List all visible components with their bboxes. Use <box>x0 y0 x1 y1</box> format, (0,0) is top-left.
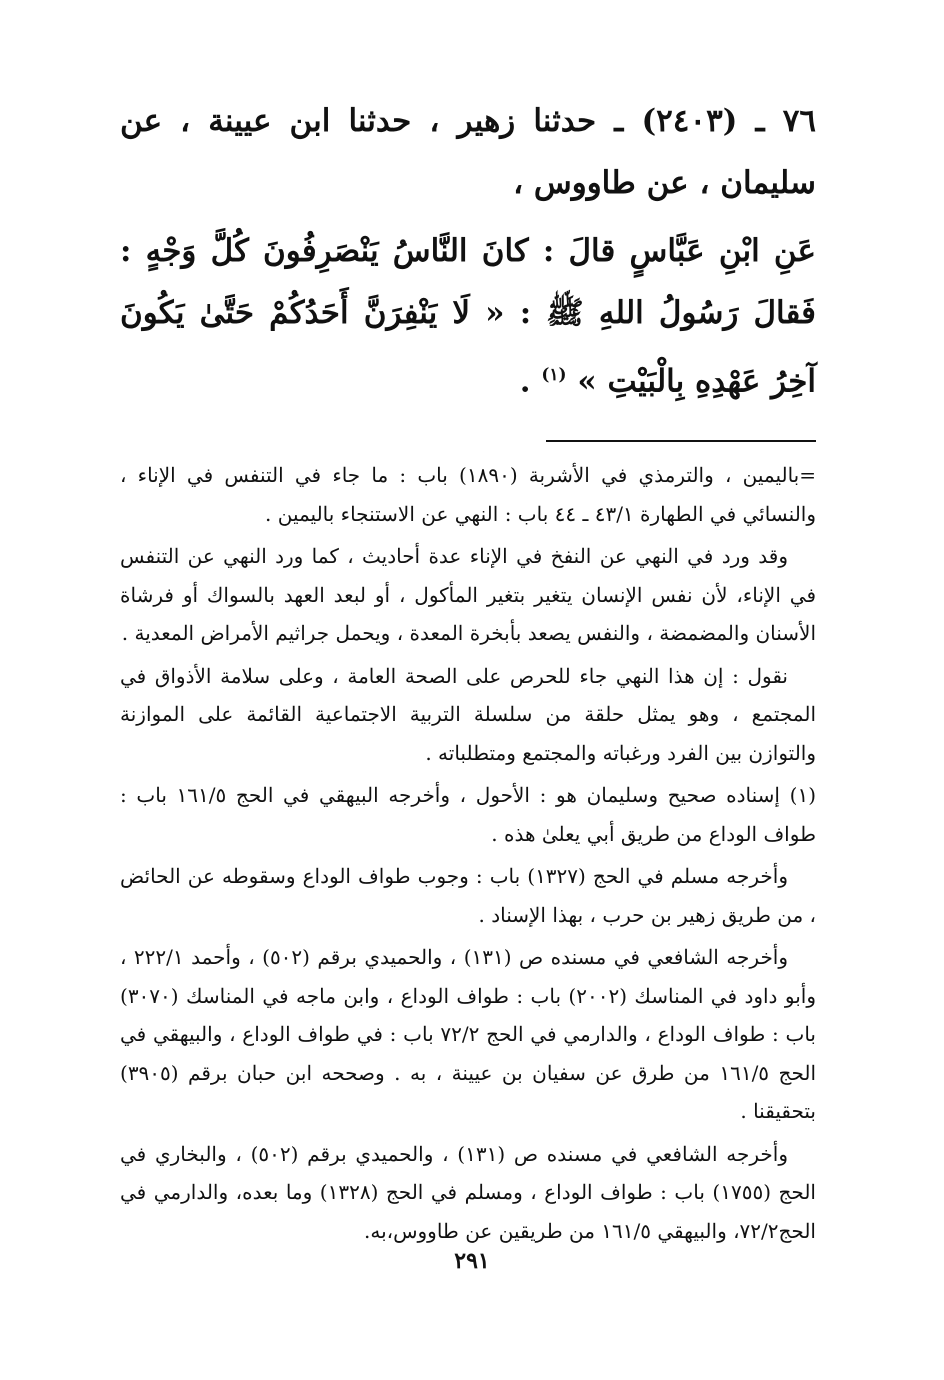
footnote-paragraph: وأخرجه الشافعي في مسنده ص (١٣١) ، والحميدي برقم (٥٠٢) ، وأحمد ٢٢٢/١ ، وأبو داود في المناسك (٢٠٠٢) باب : طواف الوداع ، وابن ماجه في المناسك (٣٠٧٠) باب : طواف الوداع ، والدارمي في الحج ٧٢/٢ باب : في طواف الوداع ، والبيهقي في الحج ١٦١/٥ من طرق عن سفيان بن عيينة ، به . وصححه ابن حبان برقم (٣٩٠٥) بتحقيقنا . <box>120 945 817 1124</box>
footnote-paragraph: وأخرجه الشافعي في مسنده ص (١٣١) ، والحميدي برقم (٥٠٢) ، والبخاري في الحج (١٧٥٥) باب : طواف الوداع ، ومسلم في الحج (١٣٢٨) وما بعده، والدارمي في الحج٧٢/٢، والبيهقي ١٦١/٥ من طريقين عن طاووس،به. <box>120 1141 816 1243</box>
hadith-text <box>120 220 816 412</box>
hadith-end: . <box>519 363 531 400</box>
footnote-paragraph: =باليمين ، والترمذي في الأشربة (١٨٩٠) باب : ما جاء في التنفس في الإناء ، والنسائي في الطهارة ٤٣/١ ـ ٤٤ باب : النهي عن الاستنجاء باليمين . <box>120 463 816 526</box>
page-number: ٢٩١ <box>454 1248 490 1274</box>
footnote-paragraph: نقول : إن هذا النهي جاء للحرص على الصحة العامة ، وعلى سلامة الأذواق في المجتمع ، وهو يمثل حلقة من سلسلة التربية الاجتماعية القائمة على الموازنة والتوازن بين الفرد ورغباته والمجتمع ومتطلباته . <box>120 663 816 765</box>
page-body <box>120 90 816 1254</box>
footnote-paragraph: وأخرجه مسلم في الحج (١٣٢٧) باب : وجوب طواف الوداع وسقوطه عن الحائض ، من طريق زهير بن حرب ، بهذا الإسناد . <box>120 864 816 927</box>
footnotes-section <box>120 456 816 1250</box>
hadith-quote: « لَا يَنْفِرَنَّ أَحَدُكُمْ حَتَّىٰ يَكُونَ آخِرُ عَهْدِهِ بِالْبَيْتِ » <box>120 295 816 400</box>
hadith-intro: عَنِ ابْنِ عَبَّاسٍ قالَ : كانَ النَّاسُ يَنْصَرِفُونَ كُلَّ وَجْهٍ : فَقالَ رَسُولُ اللهِ ﷺ : <box>120 233 817 331</box>
footnote-marker[interactable]: (١) <box>541 365 567 385</box>
footnote-paragraph: (١) إسناده صحيح وسليمان هو : الأحول ، وأخرجه البيهقي في الحج ١٦١/٥ باب : طواف الوداع من طريق أبي يعلىٰ هذه . <box>120 783 816 846</box>
footnote-divider <box>546 440 816 442</box>
footnote-paragraph: وقد ورد في النهي عن النفخ في الإناء عدة أحاديث ، كما ورد النهي عن التنفس في الإناء، لأن نفس الإنسان يتغير بتغير المأكول ، أو لبعد العهد بالسواك أو فرشاة الأسنان والمضمضة ، والنفس يصعد بأبخرة المعدة ، ويحمل جراثيم الأمراض المعدية . <box>120 544 816 646</box>
isnad-text: ٧٦ ـ (٢٤٠٣) ـ حدثنا زهير ، حدثنا ابن عيينة ، عن سليمان ، عن طاووس ، <box>120 103 816 201</box>
